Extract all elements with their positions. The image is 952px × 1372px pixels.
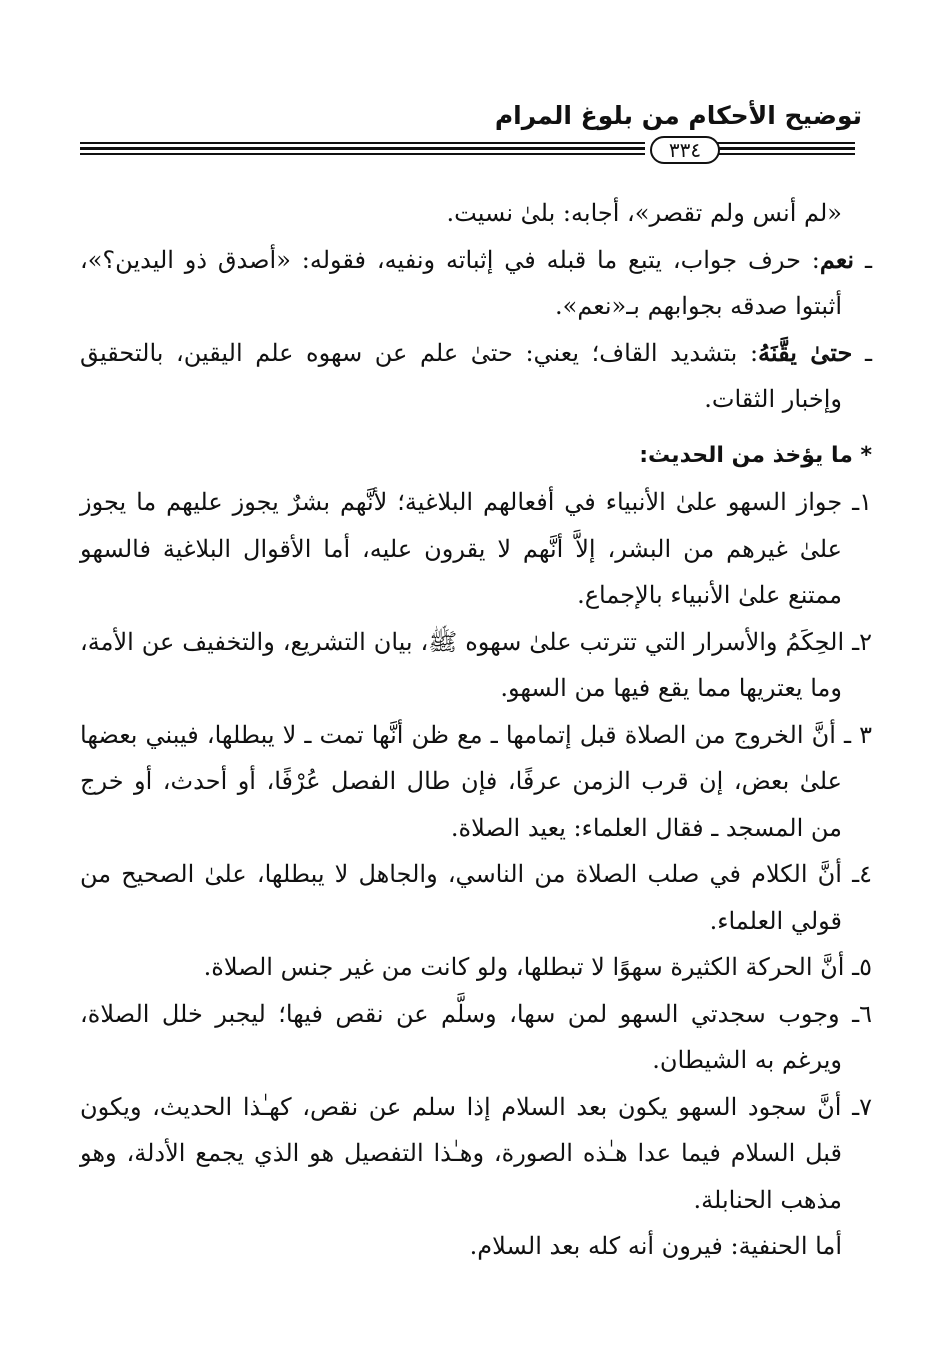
header-rule-line — [717, 147, 855, 150]
closing-note: أما الحنفية: فيرون أنه كله بعد السلام. — [469, 1232, 842, 1260]
glossary-term: نعم — [819, 244, 855, 274]
header-rule-line — [80, 147, 645, 150]
running-head-title: توضيح الأحكام من بلوغ المرام — [494, 101, 862, 130]
list-item: ٧ـ أنَّ سجود السهو يكون بعد السلام إذا سلم عن نقص، كهـٰذا الحديث، ويكون قبل السلام فيما عدا هـٰذه الصورة، وهـٰذا التفصيل هو الذي يجمع الأدلة، وهو مذهب الحنابلة. — [80, 1092, 872, 1214]
header-rule-line — [80, 142, 645, 144]
glossary-definition: : بتشديد القاف؛ يعني: حتىٰ علم عن سهوه علم اليقين، بالتحقيق وإخبار الثقات. — [80, 338, 842, 413]
list-item: ٣ ـ أنَّ الخروج من الصلاة قبل إتمامها ـ مع ظن أنَّها تمت ـ لا يبطلها، فيبني بعضها علىٰ بعض، إن قرب الزمن عرفًا، فإن طال الفصل عُرْفًا، أو أحدث، أو خرج من المسجد ـ فقال العلماء: يعيد الصلاة. — [80, 720, 872, 842]
list-item: ٦ـ وجوب سجدتي السهو لمن سها، وسلَّم عن نقص فيها؛ ليجبر خلل الصلاة، ويرغم به الشيطان. — [80, 999, 872, 1074]
glossary-definition: : حرف جواب، يتبع ما قبله في إثباته ونفيه، فقوله: «أصدق ذو اليدين؟»، أثبتوا صدقه بجوابهم بـ«نعم». — [80, 245, 842, 320]
header-rule-line — [717, 142, 855, 144]
list-item: ١ـ جواز السهو علىٰ الأنبياء في أفعالهم البلاغية؛ لأنَّهم بشرٌ يجوز عليهم ما يجوز علىٰ غيرهم من البشر، إلاَّ أنَّهم لا يقرون عليه، أما الأقوال البلاغية فالسهو ممتنع علىٰ الأنبياء بالإجماع. — [80, 488, 873, 609]
list-item: ٢ـ الحِكَمُ والأسرار التي تترتب علىٰ سهوه ﷺ، بيان التشريع، والتخفيف عن الأمة، وما يعتريها مما يقع فيها من السهو. — [80, 627, 872, 702]
glossary-entry: ـ حتىٰ يقَّنَهُ: بتشديد القاف؛ يعني: حتىٰ علم عن سهوه علم اليقين، بالتحقيق وإخبار الثقات. — [80, 337, 872, 413]
header-rule-line — [80, 153, 645, 155]
glossary-entry: ـ نعم: حرف جواب، يتبع ما قبله في إثباته ونفيه، فقوله: «أصدق ذو اليدين؟»، أثبتوا صدقه بجوابهم بـ«نعم». — [80, 244, 872, 320]
header-rule-line — [717, 153, 855, 155]
page-body — [80, 190, 872, 1270]
section-heading: * ما يؤخذ من الحديث: — [639, 442, 872, 468]
glossary-term: حتىٰ يقَّنَهُ — [758, 337, 853, 367]
list-item: ٥ـ أنَّ الحركة الكثيرة سهوًا لا تبطلها، ولو كانت من غير جنس الصلاة. — [203, 953, 872, 981]
page-number: ٣٣٤ — [650, 136, 720, 164]
list-item: ٤ـ أنَّ الكلام في صلب الصلاة من الناسي، والجاهل لا يبطلها، علىٰ الصحيح من قولي العلماء. — [80, 860, 872, 935]
header-rule — [80, 136, 855, 160]
glossary-line: «لم أنس ولم تقصر»، أجابه: بلىٰ نسيت. — [446, 199, 842, 227]
